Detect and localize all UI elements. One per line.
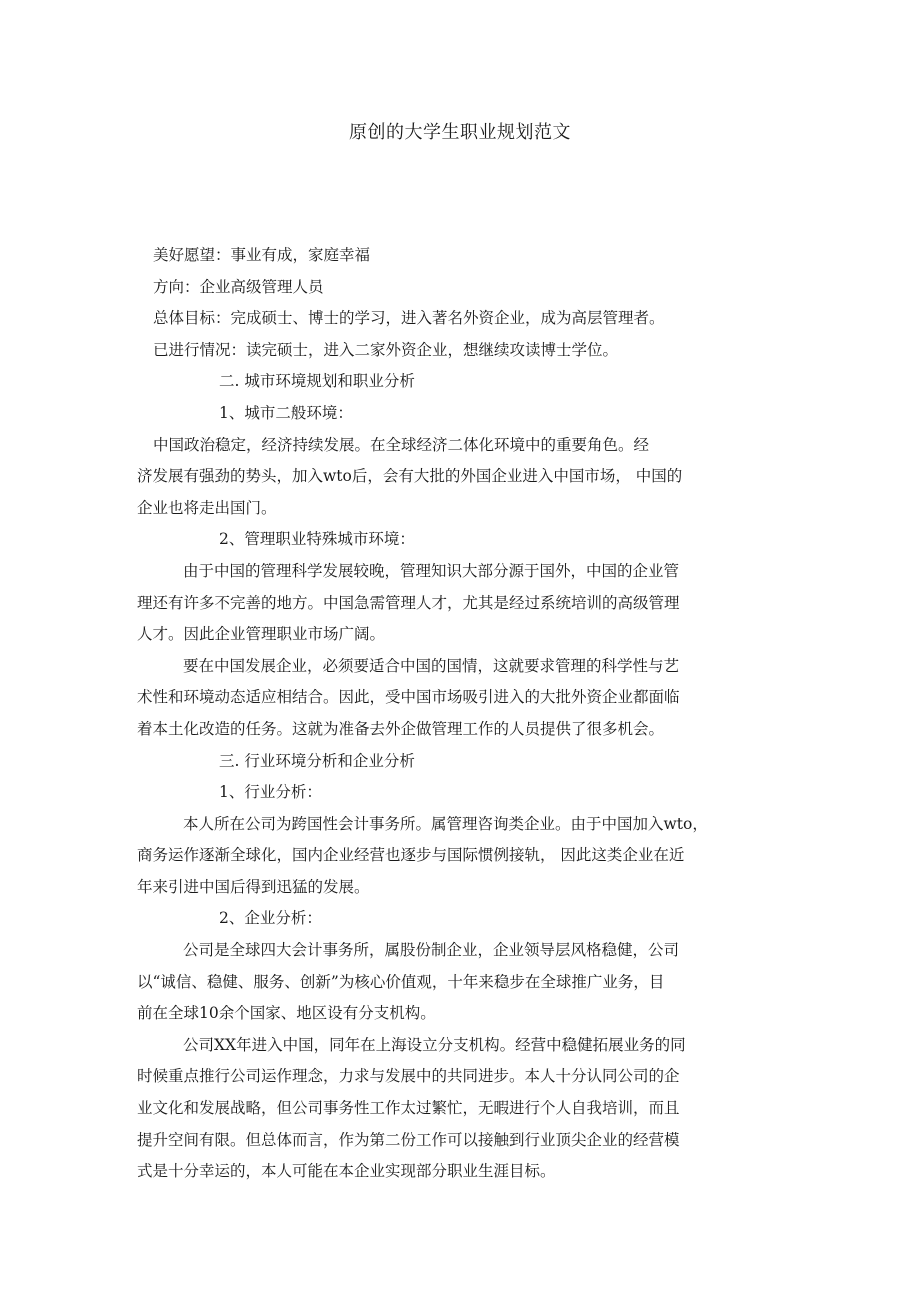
section-heading: 二. 城市环境规划和职业分析 [219,372,415,391]
text-line: 前在全球10余个国家、地区设有分支机构。 [137,1004,436,1023]
document-body [137,240,757,1188]
subsection-heading: 2、管理职业特殊城市环境： [219,530,415,549]
text-line: 美好愿望：事业有成，家庭幸福 [153,246,371,264]
text-line: 本人所在公司为跨国性会计事务所。属管理咨询类企业。由于中国加入wto， [183,814,708,833]
text-line: 要在中国发展企业，必须要适合中国的国情，这就要求管理的科学性与艺 [183,656,680,675]
text-line: 理还有许多不完善的地方。中国急需管理人才，尤其是经过系统培训的高级管理 [137,593,680,612]
text-line: 济发展有强劲的势头，加入wto后，会有大批的外国企业进入中国市场， 中国的 [137,467,683,486]
text-line: 提升空间有限。但总体而言，作为第二份工作可以接触到行业顶尖企业的经营模 [137,1130,680,1149]
text-line: 业文化和发展战略，但公司事务性工作太过繁忙，无暇进行个人自我培训，而且 [137,1099,680,1118]
text-line: 式是十分幸运的，本人可能在本企业实现部分职业生涯目标。 [137,1162,556,1181]
document-title: 原创的大学生职业规划范文 [349,122,571,143]
subsection-heading: 1、行业分析： [219,783,322,802]
text-line: 由于中国的管理科学发展较晚，管理知识大部分源于国外，中国的企业管 [183,561,680,580]
text-line: 商务运作逐渐全球化，国内企业经营也逐步与国际惯例接轨， 因此这类企业在近 [137,846,685,865]
subsection-heading: 1、城市二般环境： [219,403,353,422]
text-line: 公司XX年进入中国，同年在上海设立分支机构。经营中稳健拓展业务的同 [183,1035,686,1054]
text-line: 企业也将走出国门。 [137,498,277,517]
text-line: 年来引进中国后得到迅猛的发展。 [137,877,370,896]
text-line: 时候重点推行公司运作理念，力求与发展中的共同进步。本人十分认同公司的企 [137,1067,680,1086]
text-line: 总体目标：完成硕士、博士的学习，进入著名外资企业，成为高层管理者。 [153,309,665,328]
text-line: 已进行情况：读完硕士，进入二家外资企业，想继续攻读博士学位。 [153,340,619,359]
text-line: 方向：企业高级管理人员 [153,277,324,296]
text-line: 术性和环境动态适应相结合。因此，受中国市场吸引进入的大批外资企业都面临 [137,688,680,707]
text-line: 人才。因此企业管理职业市场广阔。 [137,625,386,644]
text-line: 公司是全球四大会计事务所，属股份制企业，企业领导层风格稳健，公司 [183,941,680,960]
text-line: 中国政治稳定，经济持续发展。在全球经济二体化环境中的重要角色。经 [153,435,650,454]
subsection-heading: 2、企业分析： [219,909,322,928]
text-line: 着本土化改造的任务。这就为准备去外企做管理工作的人员提供了很多机会。 [137,719,665,738]
section-heading: 三. 行业环境分析和企业分析 [219,751,415,770]
text-line: 以“诚信、稳健、服务、创新”为核心价值观，十年来稳步在全球推广业务，目 [137,972,665,991]
